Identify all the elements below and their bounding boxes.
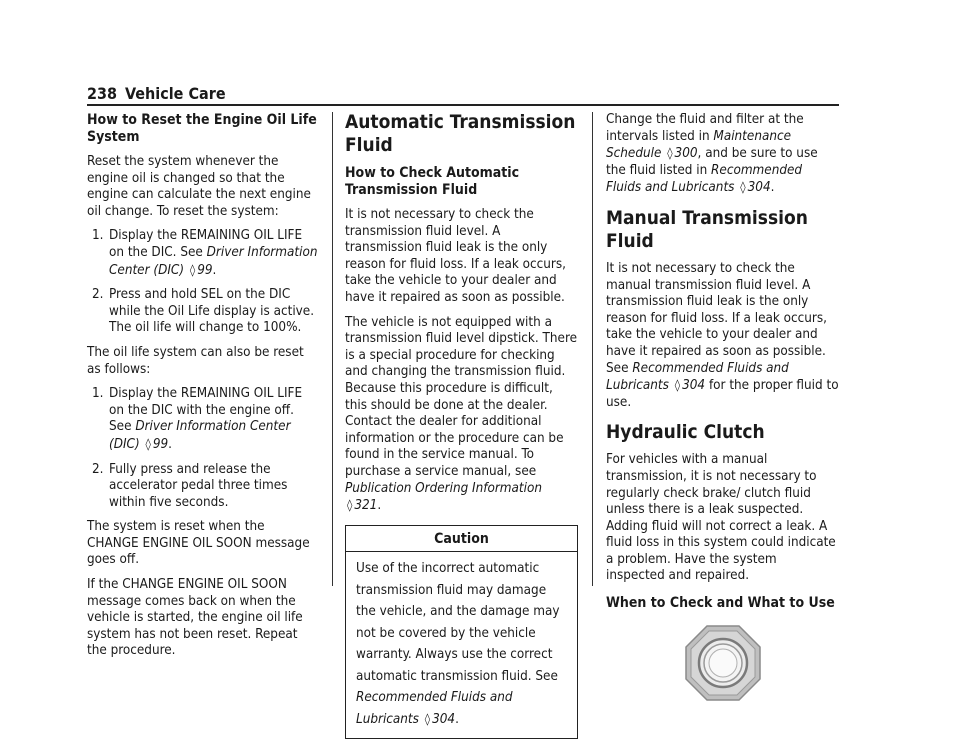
page-ref-icon: ◊ bbox=[667, 146, 673, 161]
header-rule bbox=[87, 104, 839, 106]
page-ref-icon: ◊ bbox=[424, 711, 431, 726]
xref-link[interactable]: Recommended Fluids and Lubricants bbox=[606, 162, 803, 196]
column-oil-life bbox=[87, 112, 319, 668]
paragraph-manual-fluid: It is not necessary to check the manual transmission fluid level. A transmission fluid leak is the only reason for fluid loss. If a leak occurs, take the vehicle to your dealer and have it repaired as soon as possible. See Recommended Fluids and Lubricants ◊ 304 for the proper fluid to use. bbox=[606, 260, 839, 410]
paragraph-dipstick: The vehicle is not equipped with a transmission fluid level dipstick. There is a special procedure for checking and changing the transmission fluid. Because this procedure is difficult, this should be done at the dealer. Contact the dealer for additional information or the procedure can be found in the service manual. To purchase a service manual, see Publication Ordering Information ◊ 321. bbox=[345, 314, 578, 514]
page-header bbox=[87, 84, 839, 104]
xref-link[interactable]: Publication Ordering Information bbox=[345, 480, 542, 496]
page-ref[interactable]: 300 bbox=[674, 146, 698, 162]
page-ref[interactable]: 304 bbox=[682, 378, 706, 394]
xref-link[interactable]: Maintenance Schedule bbox=[606, 128, 792, 162]
paragraph-clutch: For vehicles with a manual transmission, it is not necessary to regularly check brake/ clutch fluid unless there is a leak suspected. Adding fluid will not correct a leak. A fluid loss in this system could indicate a problem. Have the system inspected and repaired. bbox=[606, 452, 836, 584]
caution-body: Use of the incorrect automatic transmission fluid may damage the vehicle, and the damage may not be covered by the vehicle warranty. Always use the correct automatic transmission fluid. See Recommended Fluids and Lubricants ◊ 304. bbox=[356, 561, 560, 727]
list-item: 2. Press and hold SEL on the DIC while the Oil Life display is active. The oil life will change to 100%. bbox=[92, 287, 315, 336]
list-item: 2. Fully press and release the accelerator pedal three times within five seconds. bbox=[92, 461, 288, 510]
paragraph-also-reset: The oil life system can also be reset as follows: bbox=[87, 344, 304, 377]
heading-manual-transmission: Manual Transmission Fluid bbox=[606, 206, 808, 252]
paragraph-intro: Reset the system whenever the engine oil is changed so that the engine can calculate the next engine oil change. To reset the system: bbox=[87, 154, 311, 219]
xref-link[interactable]: Driver Information Center (DIC) bbox=[109, 419, 291, 452]
paragraph-change-fluid: Change the fluid and filter at the intervals listed in Maintenance Schedule ◊ 300, and be sure to use the fluid listed in Recommended Fluids and Lubricants ◊ 304. bbox=[606, 112, 818, 196]
steps-list-a bbox=[87, 228, 319, 337]
steps-list-b bbox=[87, 386, 319, 511]
page-ref[interactable]: 321 bbox=[354, 498, 378, 514]
page-ref[interactable]: 99 bbox=[197, 262, 213, 278]
list-item: 1. Display the REMAINING OIL LIFE on the DIC. See Driver Information Center (DIC) ◊ 99. bbox=[92, 228, 318, 278]
column-divider bbox=[592, 112, 593, 586]
heading-how-to-check: How to Check Automatic Transmission Fluid bbox=[345, 165, 520, 198]
paragraph-system-reset: The system is reset when the CHANGE ENGINE OIL SOON message goes off. bbox=[87, 519, 310, 568]
page-ref[interactable]: 304 bbox=[432, 711, 456, 727]
paragraph-repeat: If the CHANGE ENGINE OIL SOON message comes back on when the vehicle is started, the engine oil life system has not been reset. Repeat the procedure. bbox=[87, 577, 303, 659]
column-manual-transmission bbox=[606, 112, 839, 702]
heading-hydraulic-clutch: Hydraulic Clutch bbox=[606, 421, 765, 444]
page-ref-icon: ◊ bbox=[145, 436, 151, 451]
page-number: 238 bbox=[87, 84, 118, 103]
page-ref[interactable]: 99 bbox=[152, 436, 169, 452]
page-ref-icon: ◊ bbox=[674, 378, 681, 393]
page-ref-icon: ◊ bbox=[347, 498, 353, 513]
page-ref-icon: ◊ bbox=[740, 180, 746, 195]
caution-box bbox=[345, 525, 578, 739]
xref-link[interactable]: Recommended Fluids and Lubricants bbox=[356, 690, 513, 727]
xref-link[interactable]: Driver Information Center (DIC) bbox=[109, 244, 318, 278]
reservoir-cap-icon bbox=[684, 624, 762, 702]
column-automatic-transmission bbox=[345, 112, 578, 739]
heading-automatic-transmission: Automatic Transmission Fluid bbox=[345, 111, 576, 156]
page-ref[interactable]: 304 bbox=[747, 180, 771, 196]
paragraph-no-check: It is not necessary to check the transmission fluid level. A transmission fluid leak is the only reason for fluid loss. If a leak occurs, take the vehicle to your dealer and have it repaired as soon as possible. bbox=[345, 207, 566, 305]
heading-reset-oil-life: How to Reset the Engine Oil Life System bbox=[87, 112, 317, 145]
page-ref-icon: ◊ bbox=[189, 262, 196, 277]
list-item: 1. Display the REMAINING OIL LIFE on the DIC with the engine off. See Driver Information Center (DIC) ◊ 99. bbox=[92, 386, 303, 452]
heading-when-to-check: When to Check and What to Use bbox=[606, 595, 835, 612]
caution-title: Caution bbox=[346, 526, 577, 553]
column-divider bbox=[332, 112, 333, 586]
section-title: Vehicle Care bbox=[125, 84, 226, 103]
xref-link[interactable]: Recommended Fluids and Lubricants bbox=[606, 360, 789, 394]
